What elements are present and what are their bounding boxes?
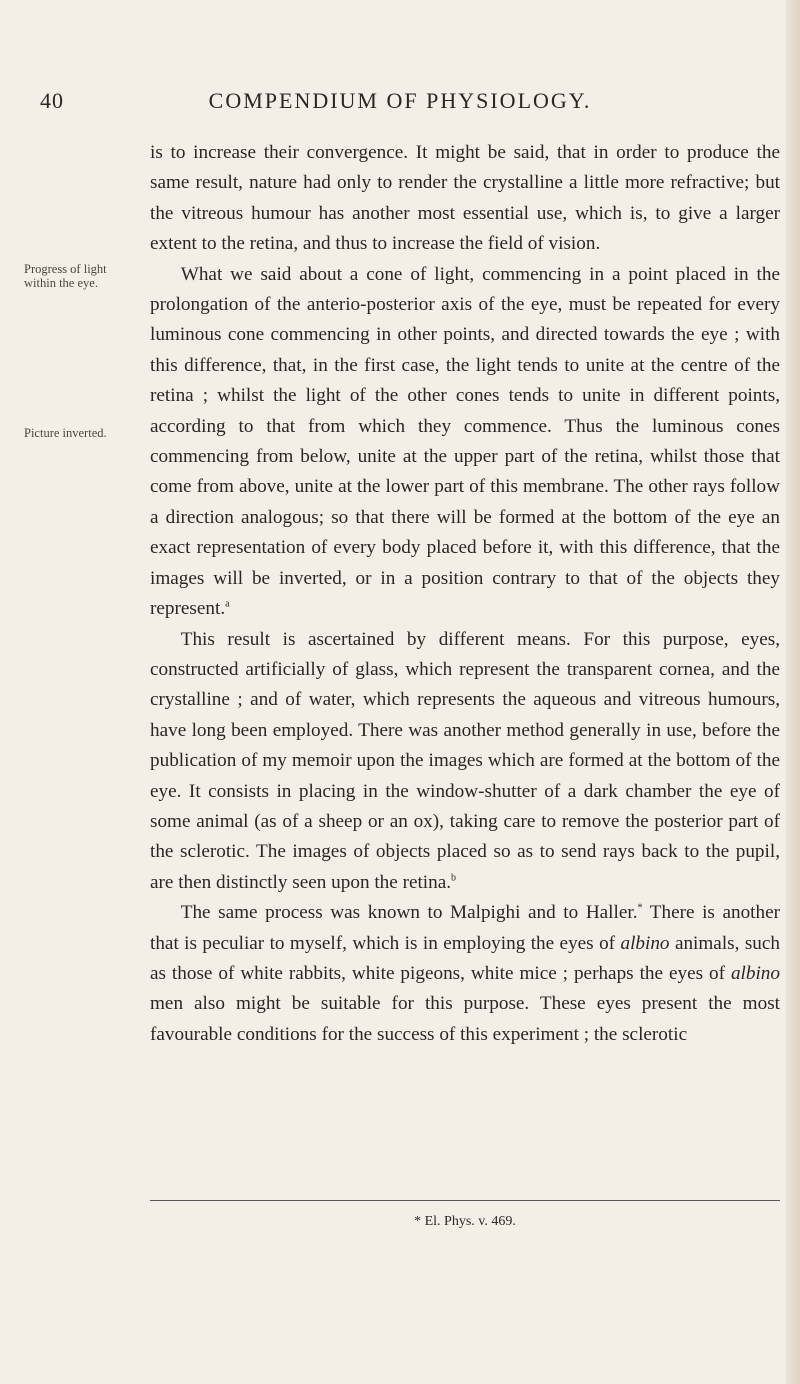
footnote-ref-star: * [637, 902, 643, 914]
margin-note-progress-of-light: Progress of light within the eye. [24, 262, 107, 290]
paragraph-2 [150, 260, 780, 625]
paragraph-4 [150, 898, 780, 1050]
paragraph-3 [150, 625, 780, 899]
paragraph-1 [150, 138, 780, 260]
paragraph-4-text-b: There is another that is peculiar to myself, which is in employing the eyes of [150, 902, 781, 954]
paragraph-4-text: The same process was known to Malpighi and to Haller. [180, 902, 638, 924]
page-edge-shadow [786, 0, 800, 1384]
running-title: COMPENDIUM OF PHYSIOLOGY. [208, 88, 592, 113]
footnote-rule [150, 1200, 780, 1201]
italic-albino-2: albino [730, 962, 780, 984]
italic-albino-1: albino [620, 932, 670, 954]
footnote-ref-a: a [225, 598, 230, 610]
page-header [40, 88, 690, 118]
footnote: * El. Phys. v. 469. [414, 1214, 516, 1229]
page-number: 40 [40, 88, 64, 113]
margin-note-picture-inverted: Picture inverted. [24, 426, 107, 440]
paragraph-1-text: is to increase their convergence. It might be said, that in order to produce the same result, nature had only to render the crystalline a little more refractive; but the vitreous humour has another most essential use, which is, to give a larger extent to the retina, and thus to increase the field of vision. [150, 142, 780, 255]
paragraph-4-text-c: animals, such as those of white rabbits, white pigeons, white mice ; perhaps the eyes of [150, 932, 780, 984]
paragraph-4-text-d: men also might be suitable for this purpose. These eyes present the most favourable conditions for the success of this experiment ; the sclerotic [150, 993, 780, 1045]
footnote-ref-b: b [451, 872, 457, 884]
paragraph-2-text: What we said about a cone of light, commencing in a point placed in the prolongation of the anterio-posterior axis of the eye, must be repeated for every luminous cone commencing in other points, and directed towards the eye ; with this difference, that, in the first case, the light tends to unite at the centre of the retina ; whilst the light of the other cones tends to unite in different points, according to that from which they commence. Thus the luminous cones commencing from below, unite at the upper part of the retina, whilst those that come from above, unite at the lower part of this membrane. The other rays follow a direction analogous; so that there will be formed at the bottom of the eye an exact representation of every body placed before it, with this difference, that the images will be inverted, or in a position contrary to that of the objects they represent. [150, 263, 780, 620]
paragraph-3-text: This result is ascertained by different means. For this purpose, eyes, constructed artificially of glass, which represent the transparent cornea, and the crystalline ; and of water, which represents the aqueous and vitreous humours, have long been employed. There was another method generally in use, before the publication of my memoir upon the images which are formed at the bottom of the eye. It consists in placing in the window-shutter of a dark chamber the eye of some animal (as of a sheep or an ox), taking care to remove the posterior part of the sclerotic. The images of objects placed so as to send rays back to the pupil, are then distinctly seen upon the retina. [150, 628, 780, 893]
body-text [150, 138, 780, 1050]
